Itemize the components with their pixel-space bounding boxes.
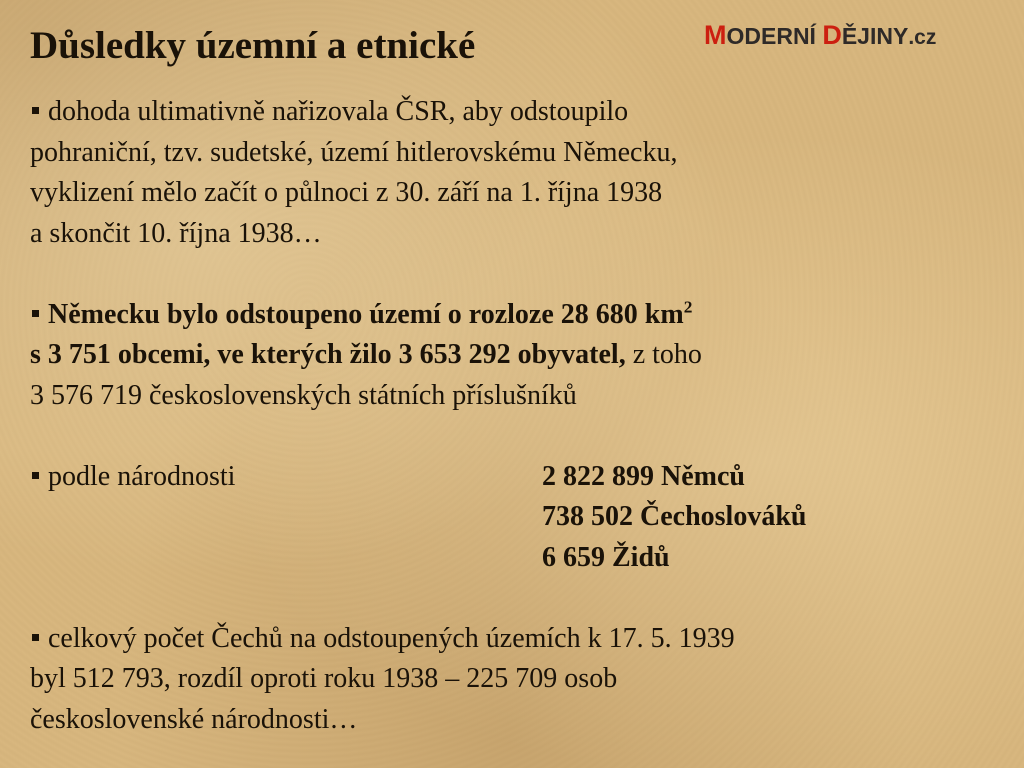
paragraph-czech-count [30,619,990,741]
bullet-icon [32,310,39,317]
superscript-2: 2 [683,297,693,317]
spacer [30,254,990,295]
nationality-value-jews: 6 659 Židů [542,541,670,573]
paragraph-agreement-line-1 [30,92,990,133]
nationality-row-1 [30,457,990,498]
paragraph-agreement-line-3: vyklizení mělo začít o půlnoci z 30. září na 1. října 1938 [30,177,663,208]
logo-text-oderni: ODERNÍ [726,23,823,49]
paragraph-agreement-line-4: a skončit 10. října 1938… [30,217,322,249]
paragraph-czech-text-1: celkový počet Čechů na odstoupených územích k 17. 5. 1939 [48,622,735,654]
logo-letter-d: D [822,20,842,50]
paragraph-ceded-bold-2: s 3 751 obcemi, ve kterých žilo 3 653 292 obyvatel, [30,339,626,370]
nationality-row-2 [30,497,990,538]
paragraph-agreement [30,92,990,254]
logo-letter-m: M [704,20,727,50]
nationality-value-czechoslovaks: 738 502 Čechoslováků [542,501,807,532]
bullet-icon [32,107,39,114]
bullet-icon [32,634,39,641]
paragraph-ceded-bold-1: Německu bylo odstoupeno území o rozloze 28 680 km [48,298,684,330]
moderni-dejiny-logo [704,18,936,52]
slide-content [30,92,990,740]
paragraph-czech-line-3: československé národnosti… [30,703,358,735]
paragraph-ceded-line-2 [30,335,990,376]
paragraph-ceded-territory [30,295,990,417]
nationality-row-3 [30,538,990,579]
paragraph-ceded-line-1 [30,295,990,336]
paragraph-czech-line-1 [30,619,990,660]
spacer [30,416,990,457]
paragraph-czech-line-2: byl 512 793, rozdíl oproti roku 1938 – 225 709 osob [30,663,618,694]
paragraph-agreement-line-2: pohraniční, tzv. sudetské, území hitlerovskému Německu, [30,136,678,168]
spacer [30,578,990,619]
nationality-value-germans: 2 822 899 Němců [542,460,745,492]
paragraph-ceded-rest-2: z toho [625,339,702,370]
logo-text-cz: .cz [908,26,937,49]
paragraph-ceded-line-3: 3 576 719 československých státních příslušníků [30,379,577,411]
nationality-breakdown [30,457,990,579]
nationality-label: podle národnosti [48,460,236,492]
logo-text-ejiny: ĚJINY [841,23,909,49]
slide-title: Důsledky územní a etnické [30,24,476,67]
paragraph-agreement-text-1: dohoda ultimativně nařizovala ČSR, aby odstoupilo [48,96,629,127]
nationality-label-wrap [30,457,235,498]
bullet-icon [32,472,39,479]
